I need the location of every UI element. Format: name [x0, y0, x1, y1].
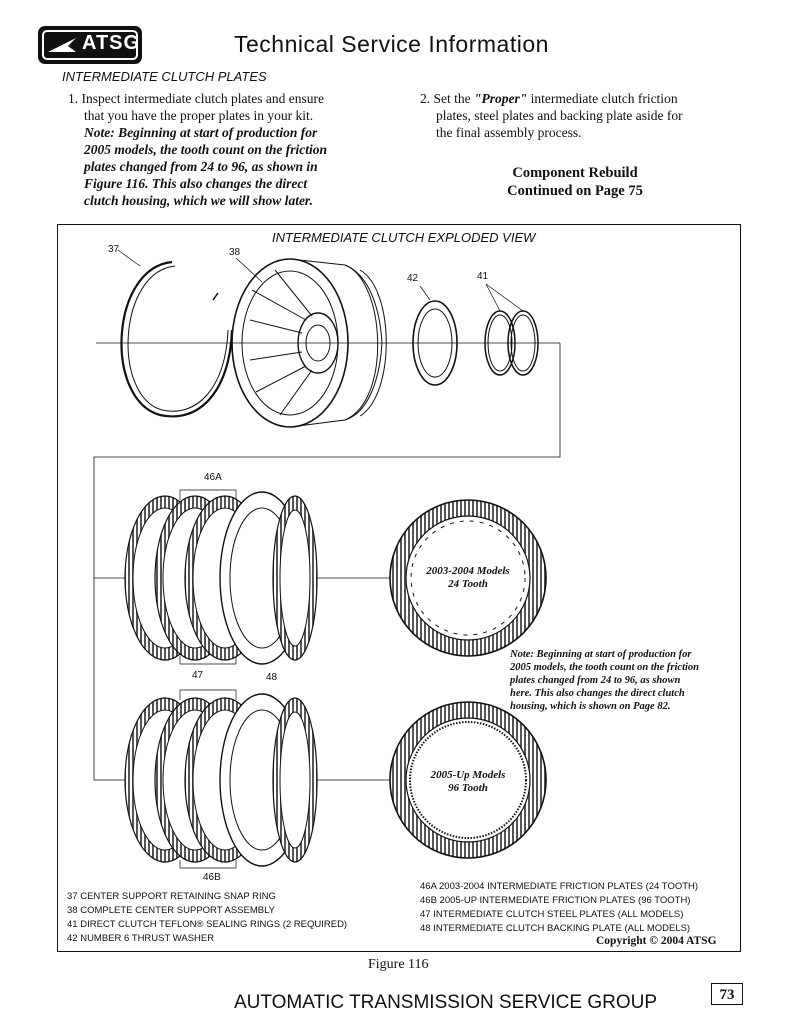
step-1-note-line: 2005 models, the tooth count on the friction — [84, 142, 328, 157]
callout-47: 47 — [192, 670, 204, 681]
disk-caption-line: 2005-Up Models — [430, 769, 506, 781]
step-1-line: 1. Inspect intermediate clutch plates and ensure — [68, 91, 325, 106]
step-2-prefix: 2. Set the — [420, 91, 474, 106]
legend-item: 38 COMPLETE CENTER SUPPORT ASSEMBLY — [67, 905, 276, 916]
page-title: Technical Service Information — [234, 31, 549, 57]
callout-37: 37 — [108, 244, 120, 255]
section-heading: INTERMEDIATE CLUTCH PLATES — [62, 69, 267, 84]
step-2-emphasis: "Proper" — [474, 91, 528, 106]
figure-note-line: 2005 models, the tooth count on the friction — [510, 662, 700, 673]
step-2-line: the final assembly process. — [436, 125, 582, 140]
figure-note-line: here. This also changes the direct clutch — [510, 688, 685, 699]
legend-item: 46A 2003-2004 INTERMEDIATE FRICTION PLATES (24 TOOTH) — [420, 881, 699, 892]
figure-note-line: Note: Beginning at start of production for — [510, 649, 692, 660]
disk-caption-line: 24 Tooth — [448, 578, 488, 590]
footer-title: AUTOMATIC TRANSMISSION SERVICE GROUP — [234, 992, 657, 1013]
callout-48: 48 — [266, 672, 278, 683]
snap-ring-37 — [121, 262, 232, 416]
figure-title: INTERMEDIATE CLUTCH EXPLODED VIEW — [272, 230, 536, 245]
legend-item: 48 INTERMEDIATE CLUTCH BACKING PLATE (ALL MODELS) — [420, 923, 691, 934]
step-1-note-line: Note: Beginning at start of production for — [84, 125, 318, 140]
step-1-note-line: Figure 116. This also changes the direct — [84, 176, 308, 191]
step-1-note-line: plates changed from 24 to 96, as shown in — [84, 159, 318, 174]
step-1-note-line: clutch housing, which we will show later. — [84, 193, 313, 208]
step-2-suffix: intermediate clutch friction — [527, 91, 678, 106]
legend-item: 41 DIRECT CLUTCH TEFLON® SEALING RINGS (2 REQUIRED) — [67, 919, 348, 930]
plate-stack-46b — [125, 694, 317, 866]
legend-left — [67, 890, 347, 946]
figure-caption: Figure 116 — [368, 957, 429, 972]
disk-caption-line: 96 Tooth — [448, 782, 488, 794]
plate-stack-46a — [125, 492, 317, 664]
figure-note — [510, 648, 732, 713]
disk-caption-24-tooth — [408, 565, 528, 591]
legend-item: 42 NUMBER 6 THRUST WASHER — [67, 933, 215, 944]
disk-caption-line: 2003-2004 Models — [426, 565, 510, 577]
continued-line: Continued on Page 75 — [507, 183, 643, 199]
callout-46b: 46B — [203, 872, 221, 883]
legend-item: 46B 2005-UP INTERMEDIATE FRICTION PLATES (96 TOOTH) — [420, 895, 691, 906]
disk-caption-96-tooth — [408, 769, 528, 795]
figure-note-line: plates changed from 24 to 96, as shown — [510, 675, 681, 686]
page-number: 73 — [711, 983, 743, 1005]
legend-item: 37 CENTER SUPPORT RETAINING SNAP RING — [67, 891, 276, 902]
legend-right — [420, 880, 698, 936]
continued-line: Component Rebuild — [512, 165, 638, 181]
step-1-line: that you have the proper plates in your kit. — [84, 108, 314, 123]
callout-42: 42 — [407, 273, 419, 284]
logo-text: ATSG — [82, 32, 141, 54]
copyright: Copyright © 2004 ATSG — [596, 935, 717, 947]
step-2-line: plates, steel plates and backing plate aside for — [436, 108, 683, 123]
callout-46a: 46A — [204, 472, 222, 483]
callout-41: 41 — [477, 271, 489, 282]
legend-item: 47 INTERMEDIATE CLUTCH STEEL PLATES (ALL MODELS) — [420, 909, 684, 920]
callout-38: 38 — [229, 247, 241, 258]
figure-note-line: housing, which is shown on Page 82. — [510, 701, 671, 712]
